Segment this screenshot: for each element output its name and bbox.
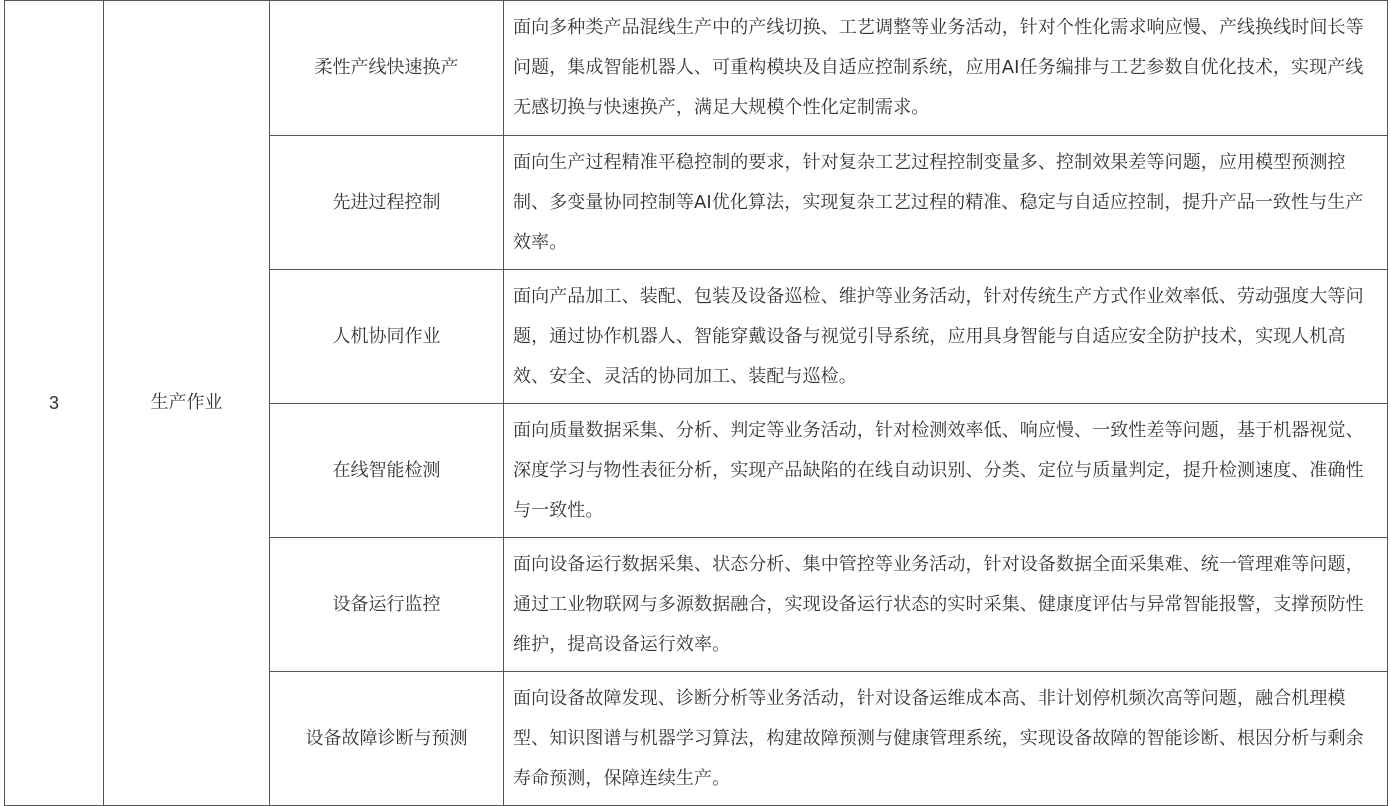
category-cell: 生产作业 <box>104 1 270 806</box>
row-number-cell: 3 <box>5 1 104 806</box>
scenario-description-cell: 面向设备故障发现、诊断分析等业务活动，针对设备运维成本高、非计划停机频次高等问题，融合机理模型、知识图谱与机器学习算法，构建故障预测与健康管理系统，实现设备故障的智能诊断、根因分析与剩余寿命预测，保障连续生产。 <box>504 672 1388 806</box>
scenario-description-cell: 面向产品加工、装配、包装及设备巡检、维护等业务活动，针对传统生产方式作业效率低、劳动强度大等问题，通过协作机器人、智能穿戴设备与视觉引导系统，应用具身智能与自适应安全防护技术，实现人机高效、安全、灵活的协同加工、装配与巡检。 <box>504 270 1388 404</box>
scenario-name-cell: 设备故障诊断与预测 <box>270 672 504 806</box>
scenario-table <box>4 0 1388 806</box>
scenario-description-cell: 面向质量数据采集、分析、判定等业务活动，针对检测效率低、响应慢、一致性差等问题，基于机器视觉、深度学习与物性表征分析，实现产品缺陷的在线自动识别、分类、定位与质量判定，提升检测速度、准确性与一致性。 <box>504 404 1388 538</box>
scenario-name-cell: 设备运行监控 <box>270 538 504 672</box>
scenario-name-cell: 在线智能检测 <box>270 404 504 538</box>
scenario-name-cell: 先进过程控制 <box>270 136 504 270</box>
scenario-name-cell: 人机协同作业 <box>270 270 504 404</box>
scenario-name-cell: 柔性产线快速换产 <box>270 1 504 136</box>
scenario-description-cell: 面向多种类产品混线生产中的产线切换、工艺调整等业务活动，针对个性化需求响应慢、产线换线时间长等问题，集成智能机器人、可重构模块及自适应控制系统，应用AI任务编排与工艺参数自优化技术，实现产线无感切换与快速换产，满足大规模个性化定制需求。 <box>504 1 1388 136</box>
table-row <box>5 1 1388 136</box>
scenario-description-cell: 面向设备运行数据采集、状态分析、集中管控等业务活动，针对设备数据全面采集难、统一管理难等问题，通过工业物联网与多源数据融合，实现设备运行状态的实时采集、健康度评估与异常智能报警，支撑预防性维护，提高设备运行效率。 <box>504 538 1388 672</box>
scenario-description-cell: 面向生产过程精准平稳控制的要求，针对复杂工艺过程控制变量多、控制效果差等问题，应用模型预测控制、多变量协同控制等AI优化算法，实现复杂工艺过程的精准、稳定与自适应控制，提升产品一致性与生产效率。 <box>504 136 1388 270</box>
